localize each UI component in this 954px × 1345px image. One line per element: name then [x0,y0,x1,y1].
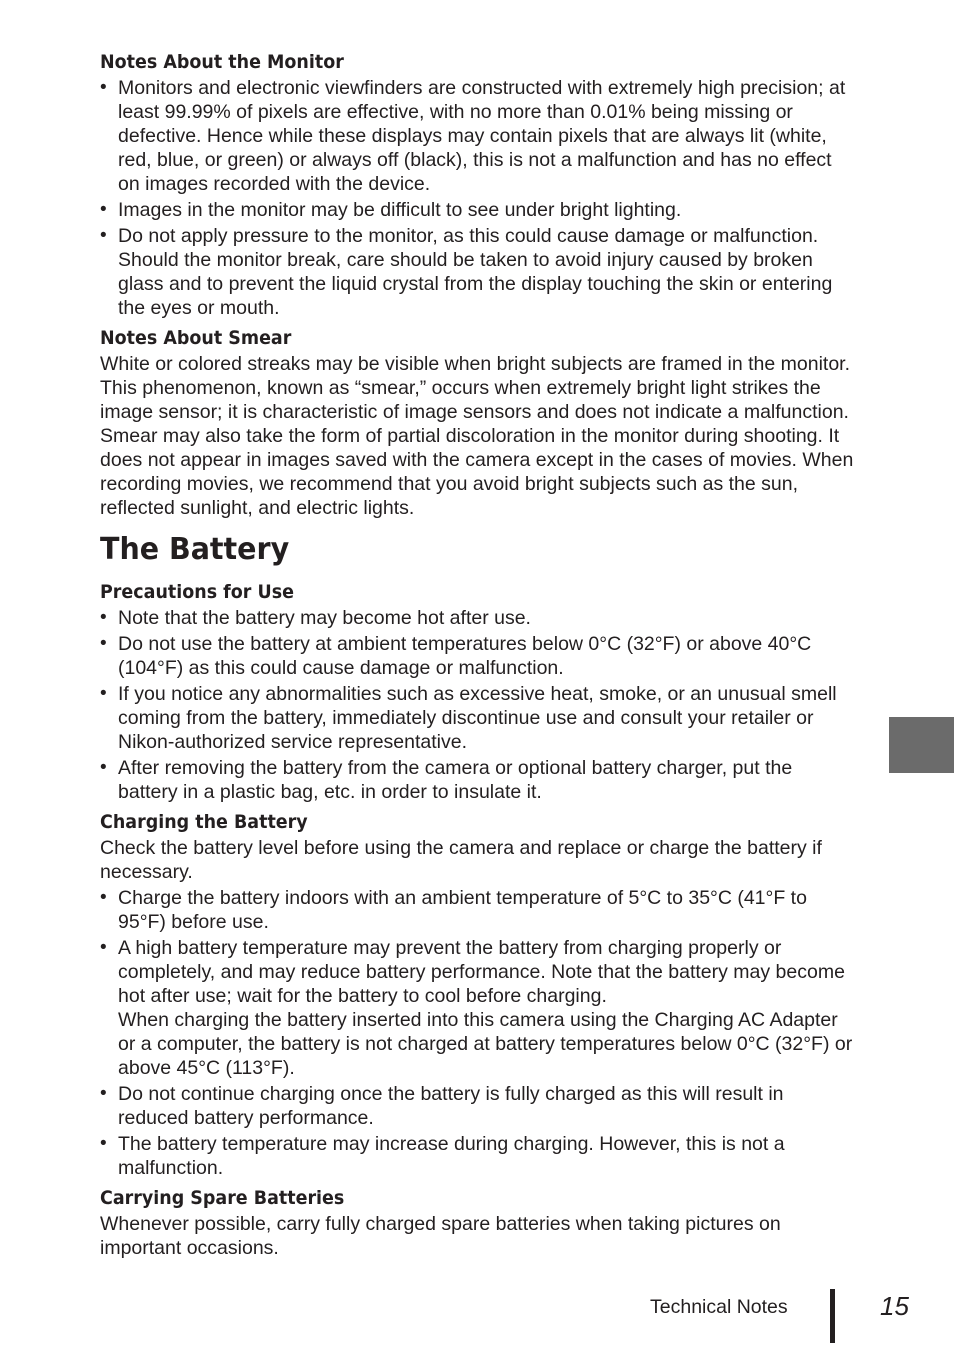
charging-intro: Check the battery level before using the camera and replace or charge the battery if necessary. [100,837,822,883]
footer-divider [830,1289,835,1343]
list-item: • Do not continue charging once the battery is fully charged as this will result in reduced battery performance. [100,1082,854,1130]
list-item-continuation: When charging the battery inserted into this camera using the Charging AC Adapter or a computer, the battery is not charged at battery temperatures below 0°C (32°F) or above 45°C (113°F). [118,1009,853,1079]
chapter-thumb-tab [889,717,954,773]
list-item: • Do not apply pressure to the monitor, as this could cause damage or malfunction. Should the monitor break, care should be taken to avoid injury caused by broken glass and to prevent the liquid crystal from the display touching the skin or entering the eyes or mouth. [100,224,854,320]
smear-paragraph: White or colored streaks may be visible when bright subjects are framed in the monitor. This phenomenon, known as “smear,” occurs when extremely bright light strikes the image sensor; it is characteristic of image sensors and does not indicate a malfunction. Smear may also take the form of partial discoloration in the monitor during shooting. It does not appear in images saved with the camera except in the cases of movies. When recording movies, we recommend that you avoid bright subjects such as the sun, reflected sunlight, and electric lights. [100,353,854,519]
list-item: • Note that the battery may become hot after use. [100,606,854,630]
monitor-notes-list [100,76,854,320]
list-item: • Charge the battery indoors with an ambient temperature of 5°C to 35°C (41°F to 95°F) before use. [100,886,854,934]
section-heading-smear: Notes About Smear [100,327,292,349]
spare-paragraph: Whenever possible, carry fully charged spare batteries when taking pictures on important occasions. [100,1213,781,1259]
list-item: • Images in the monitor may be difficult to see under bright lighting. [100,198,854,222]
page-number: 15 [880,1291,909,1321]
section-heading-charging: Charging the Battery [100,811,308,833]
footer-section-label: Technical Notes [650,1296,788,1318]
section-heading-precautions: Precautions for Use [100,581,294,603]
list-item: • After removing the battery from the camera or optional battery charger, put the battery in a plastic bag, etc. in order to insulate it. [100,756,854,804]
chapter-title: The Battery [100,532,290,567]
list-item: • If you notice any abnormalities such as excessive heat, smoke, or an unusual smell coming from the battery, immediately discontinue use and consult your retailer or Nikon-authorized service representative. [100,682,854,754]
list-item [100,936,854,1080]
section-heading-monitor: Notes About the Monitor [100,51,344,73]
section-heading-spare: Carrying Spare Batteries [100,1187,345,1209]
list-item: • The battery temperature may increase during charging. However, this is not a malfunction. [100,1132,854,1180]
list-item-text: • A high battery temperature may prevent the battery from charging properly or completely, and may reduce battery performance. Note that the battery may become hot after use; wait for the battery to cool before charging. [118,937,845,1007]
precautions-list [100,606,854,804]
page-content [100,48,854,1262]
list-item: • Do not use the battery at ambient temperatures below 0°C (32°F) or above 40°C (104°F) as this could cause damage or malfunction. [100,632,854,680]
list-item: • Monitors and electronic viewfinders are constructed with extremely high precision; at least 99.99% of pixels are effective, with no more than 0.01% being missing or defective. Hence while these displays may contain pixels that are always lit (white, red, blue, or green) or always off (black), this is not a malfunction and has no effect on images recorded with the device. [100,76,854,196]
charging-list [100,886,854,1180]
